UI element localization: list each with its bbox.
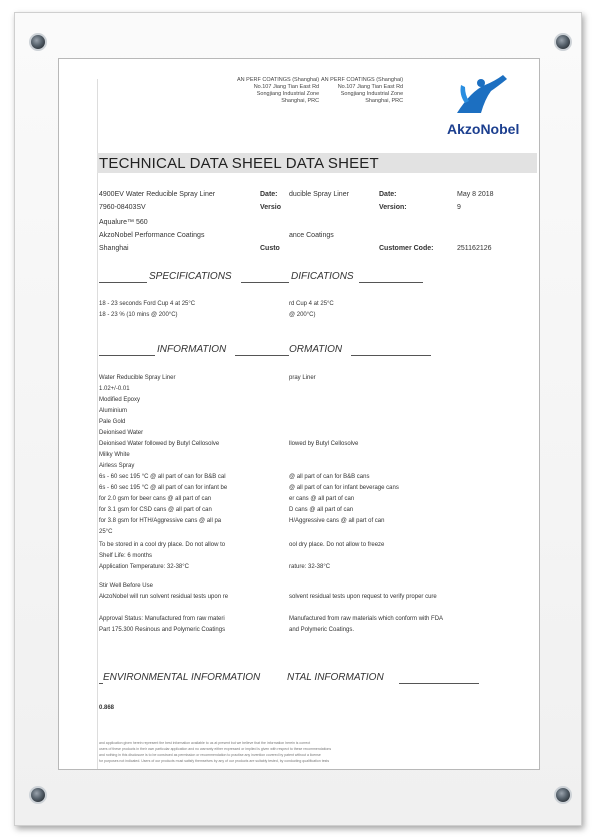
info-line-dup: llowed by Butyl Cellosolve	[289, 441, 359, 447]
heading-rule	[241, 282, 289, 283]
akzonobel-logo: AkzoNobel	[447, 121, 520, 137]
specifications-heading-dup: DIFICATIONS	[291, 271, 354, 282]
environmental-heading: ENVIRONMENTAL INFORMATION	[103, 672, 261, 683]
address-line: AN PERF COATINGS (Shanghai)	[237, 77, 320, 83]
heading-rule	[351, 355, 431, 356]
info-line-dup: ool dry place. Do not allow to freeze	[289, 542, 385, 548]
customer-label-2: Customer Code:	[379, 245, 434, 252]
company-name-dup: ance Coatings	[289, 232, 334, 239]
fine-print-line: users of these products in their own particular application and no warranty either expressed or implied is given with respect to these recommendations	[99, 747, 332, 751]
info-line: Part 175.300 Resinous and Polymeric Coatings	[99, 627, 226, 633]
info-line-dup: rature: 32-38°C	[289, 564, 331, 570]
environmental-code: 0.868	[99, 705, 115, 711]
address-block-left	[237, 77, 319, 105]
info-line: Application Temperature: 32-38°C	[99, 564, 190, 570]
address-line: Shanghai, PRC	[365, 98, 404, 104]
info-line: Pale Gold	[99, 419, 126, 425]
info-line: 6s - 60 sec 195 °C @ all part of can for infant be	[99, 485, 228, 491]
product-code: 7960-08403SV	[99, 204, 146, 211]
address-line: No.107 Jiang Tian East Rd	[253, 84, 320, 90]
fine-print-line: and nothing in this disclosure is to be construed as permission or recommendation to practise any invention covered by patent without a license	[99, 753, 321, 757]
address-line: Songjiang Industrial Zone	[256, 91, 320, 97]
spec-line: 18 - 23 % (10 mins @ 200°C)	[99, 312, 178, 318]
information-heading-dup: ORMATION	[289, 344, 343, 355]
info-line: 25°C	[99, 529, 113, 535]
customer-label: Custo	[260, 245, 280, 252]
address-line: Songjiang Industrial Zone	[340, 91, 404, 97]
product-brand: Aqualure™ 560	[99, 219, 148, 226]
info-line-dup: solvent residual tests upon request to verify proper cure	[289, 594, 437, 600]
info-line: 6s - 60 sec 195 °C @ all part of can for B&B cal	[99, 474, 226, 480]
fine-print-line: and application given herein represent the best information available to us at present but we believe that the information herein is correct	[99, 741, 311, 745]
specifications-heading: SPECIFICATIONS	[149, 271, 232, 282]
screw-bottom-left	[29, 786, 47, 804]
date-value: May 8 2018	[457, 191, 494, 198]
info-line-dup: pray Liner	[289, 375, 316, 381]
screw-top-left	[29, 33, 47, 51]
page-title: TECHNICAL DATA SHEEL DATA SHEET	[99, 155, 379, 172]
info-line: Deionised Water followed by Butyl Cellosolve	[99, 441, 220, 447]
heading-rule	[399, 683, 479, 684]
customer-value: 251162126	[457, 245, 492, 252]
info-line: for 3.1 gsm for CSD cans @ all part of can	[99, 507, 212, 513]
data-sheet-paper	[58, 58, 540, 770]
info-line-dup: er cans @ all part of can	[289, 496, 355, 502]
heading-rule	[99, 355, 155, 356]
akzonobel-figure-icon	[451, 73, 523, 121]
info-line: Aluminium	[99, 408, 128, 414]
info-line: Approval Status: Manufactured from raw materi	[99, 616, 225, 622]
screw-bottom-right	[554, 786, 572, 804]
info-line-dup: H/Aggressive cans @ all part of can	[289, 518, 385, 524]
date-label-2: Date:	[379, 191, 397, 198]
version-label-2: Version:	[379, 204, 407, 211]
info-line: Water Reducible Spray Liner	[99, 375, 176, 381]
address-line: AN PERF COATINGS (Shanghai)	[321, 77, 404, 83]
spec-line-dup: rd Cup 4 at 25°C	[289, 301, 334, 307]
info-line: Deionised Water	[99, 430, 144, 436]
address-line: Shanghai, PRC	[281, 98, 320, 104]
date-label: Date:	[260, 191, 278, 198]
info-line: AkzoNobel will run solvent residual tests upon re	[99, 594, 229, 600]
info-line-dup: and Polymeric Coatings.	[289, 627, 355, 633]
city: Shanghai	[99, 245, 129, 252]
info-line: To be stored in a cool dry place. Do not allow to	[99, 542, 226, 548]
product-name: 4900EV Water Reducible Spray Liner	[99, 191, 216, 198]
heading-rule	[99, 683, 103, 684]
product-name-dup: ducible Spray Liner	[289, 191, 349, 198]
info-line: 1.02+/-0.01	[99, 386, 130, 392]
info-line: Stir Well Before Use	[99, 583, 153, 589]
info-line: for 3.8 gsm for HTH/Aggressive cans @ all pa	[99, 518, 222, 524]
heading-rule	[235, 355, 289, 356]
fine-print-line: for purposes not indicated. Users of our products must satisfy themselves by any of our products are suitably tested, by conducting qualification tests	[99, 759, 330, 763]
address-block-right	[321, 77, 403, 105]
spec-line: 18 - 23 seconds Ford Cup 4 at 25°C	[99, 301, 196, 307]
info-line-dup: Manufactured from raw materials which conform with FDA	[289, 616, 444, 622]
heading-rule	[359, 282, 423, 283]
page-edge-line	[97, 79, 98, 769]
info-line-dup: D cans @ all part of can	[289, 507, 354, 513]
version-label: Versio	[260, 204, 282, 211]
info-line: Modified Epoxy	[99, 397, 141, 403]
environmental-heading-dup: NTAL INFORMATION	[287, 672, 384, 683]
address-line: No.107 Jiang Tian East Rd	[337, 84, 404, 90]
info-line-dup: @ all part of can for infant beverage cans	[289, 485, 399, 491]
info-line: for 2.0 gsm for beer cans @ all part of can	[99, 496, 212, 502]
info-line: Shelf Life: 6 months	[99, 553, 153, 559]
information-heading: INFORMATION	[157, 344, 227, 355]
spec-line-dup: @ 200°C)	[289, 312, 316, 318]
company-name: AkzoNobel Performance Coatings	[99, 232, 205, 239]
heading-rule	[99, 282, 147, 283]
info-line: Milky White	[99, 452, 130, 458]
version-value: 9	[457, 204, 461, 211]
screw-top-right	[554, 33, 572, 51]
info-line-dup: @ all part of can for B&B cans	[289, 474, 370, 480]
info-line: Airless Spray	[99, 463, 135, 469]
